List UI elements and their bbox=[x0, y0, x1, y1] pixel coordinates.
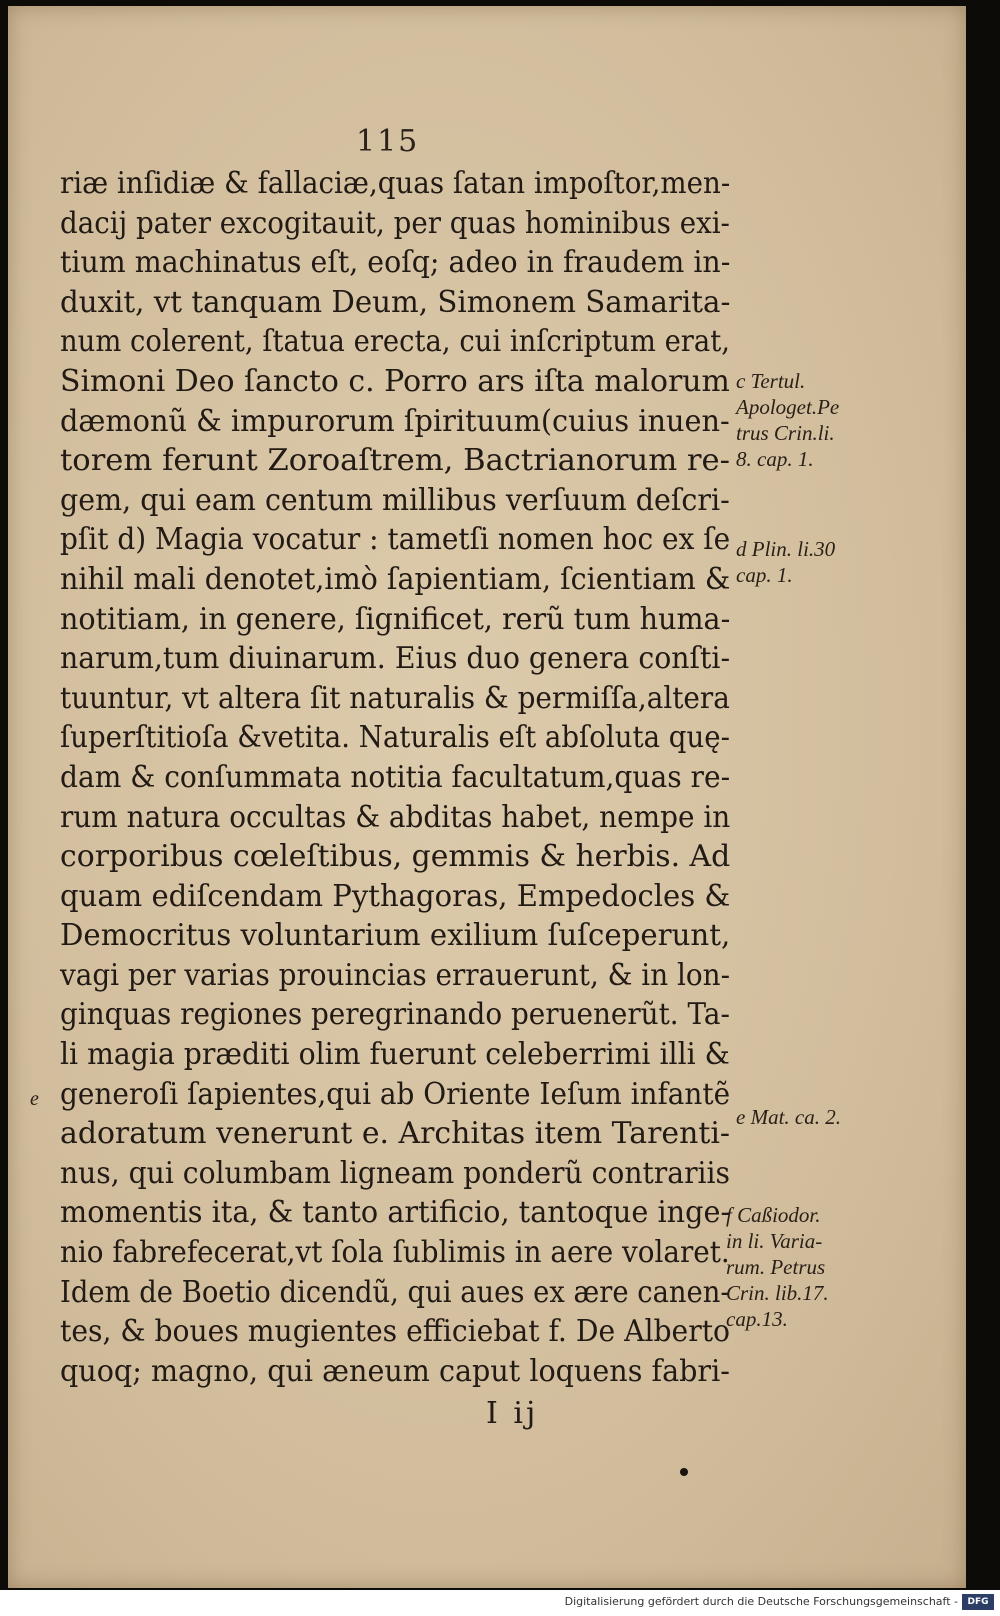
margin-mark: e bbox=[30, 1088, 39, 1110]
text-line bbox=[60, 1193, 740, 1233]
book-page bbox=[8, 6, 966, 1588]
text-line-content: adoratum venerunt e. Architas item Tarenti- bbox=[60, 1116, 730, 1152]
text-line-content: quam ediſcendam Pythagoras, Empedocles & bbox=[60, 878, 731, 914]
text-line-content: notitiam, in genere, ſignificet, rerũ tum huma- bbox=[60, 601, 731, 637]
text-line bbox=[60, 877, 740, 917]
text-line bbox=[60, 283, 740, 323]
text-line bbox=[60, 600, 740, 640]
text-line bbox=[60, 798, 740, 838]
margin-note-line: cap. 1. bbox=[736, 563, 793, 587]
body-text bbox=[60, 164, 740, 1391]
margin-note-e bbox=[736, 1104, 841, 1130]
text-line bbox=[60, 164, 740, 204]
text-line-content: corporibus cœleſtibus, gemmis & herbis. Ad bbox=[60, 839, 731, 875]
text-line bbox=[60, 441, 740, 481]
margin-note-line: c Tertul. bbox=[736, 369, 806, 393]
signature-mark: I ij bbox=[486, 1396, 539, 1431]
margin-note-f bbox=[726, 1202, 829, 1332]
text-line-content: torem ferunt Zoroaſtrem, Bactrianorum re- bbox=[60, 443, 730, 479]
text-line-content: dæmonũ & impurorum ſpirituum(cuius inuen- bbox=[60, 403, 730, 439]
text-line bbox=[60, 639, 740, 679]
footer-credit: Digitalisierung gefördert durch die Deutsche Forschungsgemeinschaft - bbox=[564, 1595, 958, 1608]
margin-note-line: f Caßiodor. bbox=[726, 1203, 821, 1227]
text-line-content: duxit, vt tanquam Deum, Simonem Samarita- bbox=[60, 284, 731, 320]
margin-note-d bbox=[736, 536, 835, 588]
text-line-content: tes, & boues mugientes efficiebat f. De Alberto bbox=[60, 1314, 731, 1350]
margin-note-line: d Plin. li.30 bbox=[736, 537, 836, 561]
text-line bbox=[60, 1273, 740, 1313]
text-line-content: tuuntur, vt altera ſit naturalis & permiſſa,altera bbox=[60, 680, 730, 716]
text-line bbox=[60, 758, 740, 798]
text-line-content: ſuperſtitioſa &vetita. Naturalis eſt abſoluta quę- bbox=[60, 720, 730, 756]
margin-note-line: Apologet.Pe bbox=[736, 395, 840, 419]
dfg-logo: DFG bbox=[962, 1594, 994, 1610]
text-line bbox=[60, 995, 740, 1035]
text-line bbox=[60, 1233, 740, 1273]
text-line bbox=[60, 481, 740, 521]
text-line-content: generoſi ſapientes,qui ab Oriente Ieſum infantẽ bbox=[60, 1076, 731, 1112]
text-line-content: tium machinatus eſt, eoſq; adeo in fraudem in- bbox=[60, 245, 731, 281]
text-line-content: gem, qui eam centum millibus verſuum deſcri- bbox=[60, 482, 730, 518]
margin-note-line: e Mat. ca. 2. bbox=[736, 1105, 841, 1129]
margin-note-line: rum. Petrus bbox=[726, 1255, 826, 1279]
text-line-content: riæ inſidiæ & fallaciæ,quas ſatan impoſtor,men- bbox=[60, 166, 731, 201]
margin-note-line: cap.13. bbox=[726, 1307, 788, 1331]
text-line-content: Democritus voluntarium exilium ſuſceperunt, bbox=[60, 918, 731, 954]
text-line-content: dacij pater excogitauit, per quas hominibus exi- bbox=[60, 205, 730, 241]
text-line bbox=[60, 837, 740, 877]
page-number: 115 bbox=[356, 124, 420, 159]
text-line-content: Simoni Deo ſancto c. Porro ars iſta malorum bbox=[60, 363, 730, 399]
margin-note-c bbox=[736, 368, 839, 472]
text-line-content: ginquas regiones peregrinando peruenerũt. Ta- bbox=[60, 997, 730, 1033]
text-line bbox=[60, 718, 740, 758]
text-line bbox=[60, 916, 740, 956]
text-line bbox=[60, 402, 740, 442]
text-line-content: num colerent, ſtatua erecta, cui inſcriptum erat, bbox=[60, 324, 731, 360]
text-line bbox=[60, 1035, 740, 1075]
text-line bbox=[60, 1154, 740, 1194]
text-line bbox=[60, 243, 740, 283]
text-line-content: li magia præditi olim fuerunt celeberrimi illi & bbox=[60, 1037, 730, 1073]
footer-bar bbox=[0, 1590, 1000, 1616]
text-line bbox=[60, 956, 740, 996]
text-line-content: momentis ita, & tanto artificio, tantoque inge- bbox=[60, 1195, 731, 1231]
text-line bbox=[60, 520, 740, 560]
text-line bbox=[60, 1114, 740, 1154]
text-line bbox=[60, 679, 740, 719]
text-line-content: Idem de Boetio dicendũ, qui aues ex ære canen- bbox=[60, 1274, 730, 1310]
text-line bbox=[60, 204, 740, 244]
margin-note-line: trus Crin.li. bbox=[736, 421, 835, 445]
text-line-content: pſit d) Magia vocatur : tametſi nomen hoc ex ſe bbox=[60, 522, 731, 558]
ink-dot bbox=[680, 1468, 688, 1476]
text-line-content: quoq; magno, qui æneum caput loquens fabri- bbox=[60, 1353, 730, 1389]
text-line-content: narum,tum diuinarum. Eius duo genera conſti- bbox=[60, 641, 731, 677]
text-line bbox=[60, 1312, 740, 1352]
text-line bbox=[60, 1075, 740, 1115]
text-line-content: nio fabrefecerat,vt ſola ſublimis in aere volaret. bbox=[60, 1235, 730, 1271]
text-line-content: vagi per varias prouincias errauerunt, & in lon- bbox=[60, 957, 730, 993]
text-line-content: dam & conſummata notitia facultatum,quas re- bbox=[60, 759, 731, 795]
text-line-content: rum natura occultas & abditas habet, nempe in bbox=[60, 799, 731, 835]
text-line bbox=[60, 1352, 740, 1392]
text-line-content: nus, qui columbam ligneam ponderũ contrariis bbox=[60, 1155, 731, 1191]
text-line bbox=[60, 560, 740, 600]
text-line bbox=[60, 322, 740, 362]
margin-note-line: Crin. lib.17. bbox=[726, 1281, 829, 1305]
margin-note-line: in li. Varia- bbox=[726, 1229, 823, 1253]
margin-note-line: 8. cap. 1. bbox=[736, 447, 814, 471]
text-line-content: nihil mali denotet,imò ſapientiam, ſcientiam & bbox=[60, 561, 731, 597]
text-line bbox=[60, 362, 740, 402]
